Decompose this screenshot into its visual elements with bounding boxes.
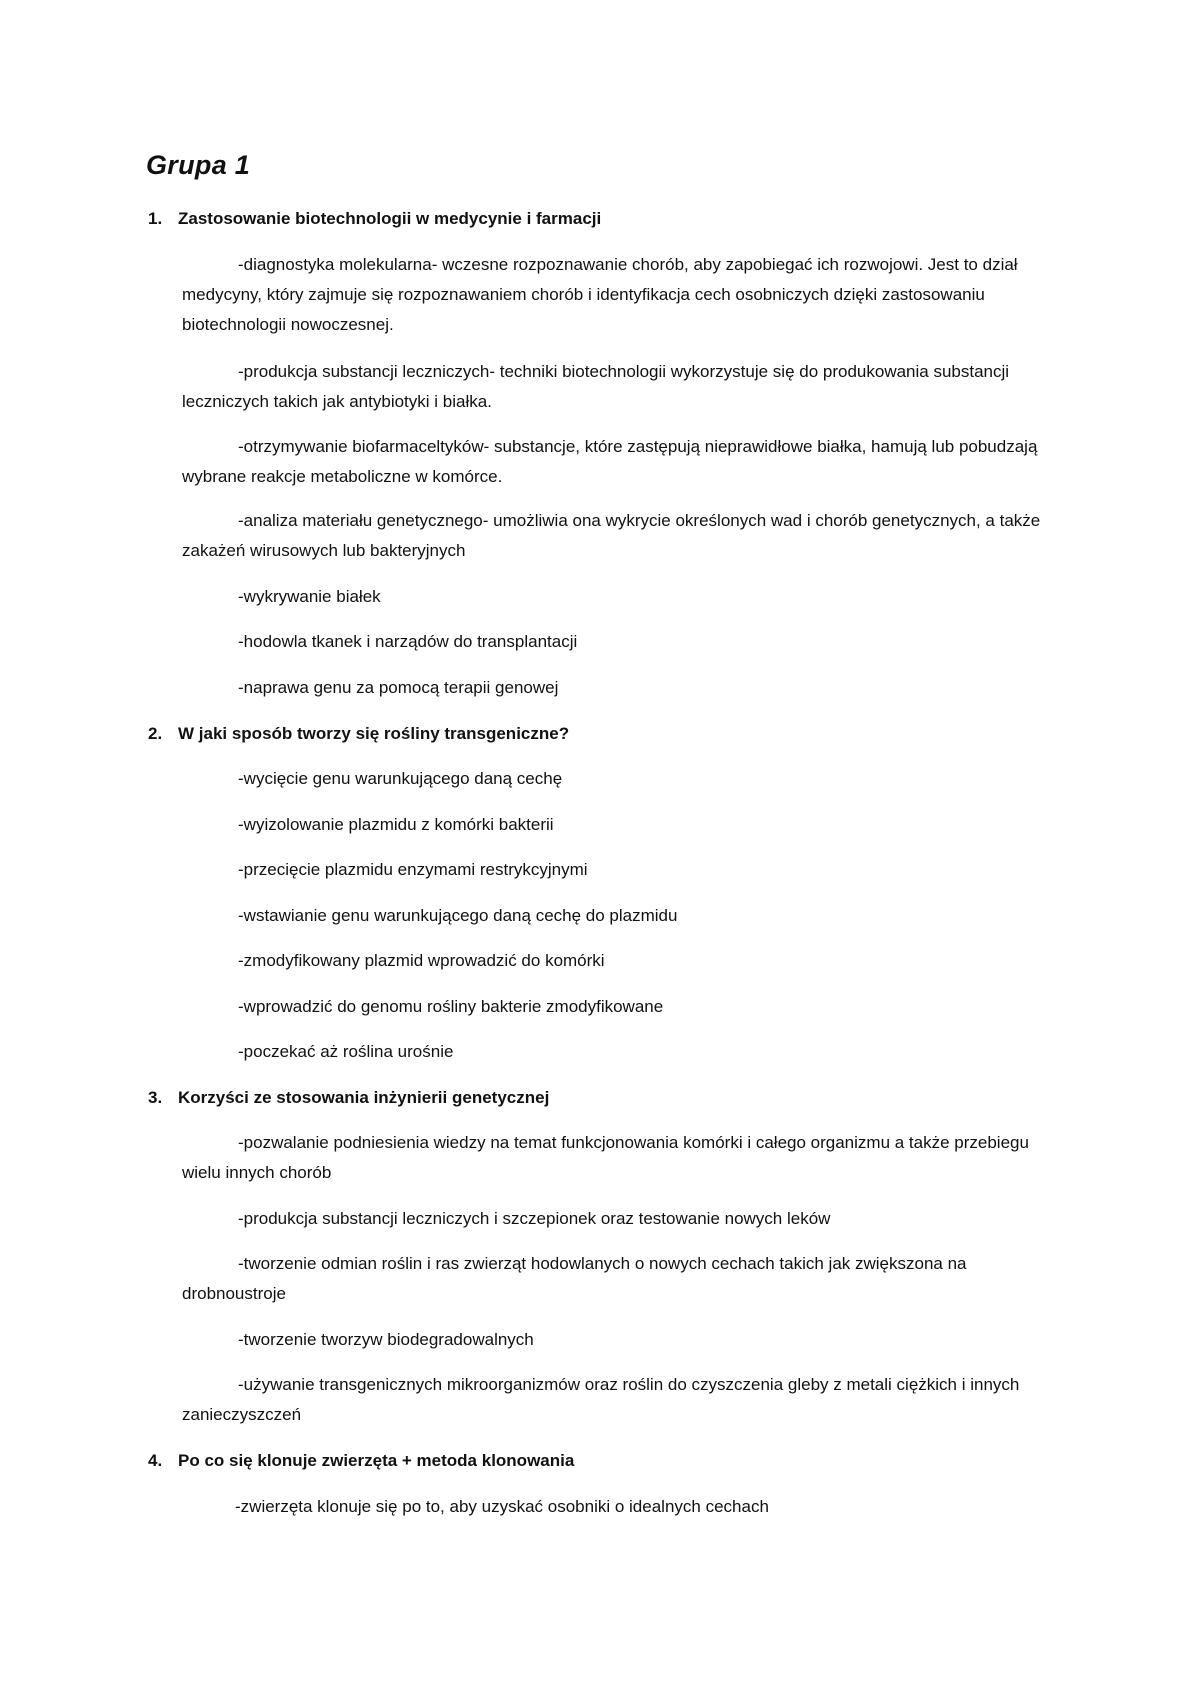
question-3-number: 3.: [148, 1088, 163, 1107]
question-3-title: Korzyści ze stosowania inżynierii genetycznej: [178, 1088, 550, 1107]
answer-3-entry-5: -używanie transgenicznych mikroorganizmów oraz roślin do czyszczenia gleby z metali ciężkich i innych zanieczyszczeń: [182, 1375, 1020, 1424]
answer-2-entry-5: -zmodyfikowany plazmid wprowadzić do komórki: [238, 951, 605, 970]
question-1-title: Zastosowanie biotechnologii w medycynie i farmacji: [178, 209, 602, 228]
answer-1-entry-1: -diagnostyka molekularna- wczesne rozpoznawanie chorób, aby zapobiegać ich rozwojowi. Jest to dział medycyny, który zajmuje się rozpoznawaniem chorób i identyfikacja cech osobniczych dzięki zastosowaniu biotechnologii nowoczesnej.: [182, 255, 1018, 334]
answer-1-entry-7: -naprawa genu za pomocą terapii genowej: [238, 678, 559, 697]
answer-3-entry-1: -pozwalanie podniesienia wiedzy na temat funkcjonowania komórki i całego organizmu a także przebiegu wielu innych chorób: [182, 1133, 1029, 1182]
question-3-heading: [148, 1086, 550, 1110]
answer-2-entry-3: -przecięcie plazmidu enzymami restrykcyjnymi: [238, 860, 588, 879]
question-1-number: 1.: [148, 209, 163, 228]
answer-3-entry-4: -tworzenie tworzyw biodegradowalnych: [238, 1330, 534, 1349]
answer-4-entry-1: -zwierzęta klonuje się po to, aby uzyskać osobniki o idealnych cechach: [235, 1497, 769, 1516]
answer-1-entry-3: -otrzymywanie biofarmaceltyków- substancje, które zastępują nieprawidłowe białka, hamują lub pobudzają wybrane reakcje metaboliczne w komórce.: [182, 437, 1038, 486]
answer-1-entry-6: -hodowla tkanek i narządów do transplantacji: [238, 632, 578, 651]
answer-1-entry-4: -analiza materiału genetycznego- umożliwia ona wykrycie określonych wad i chorób genetycznych, a także zakażeń wirusowych lub bakteryjnych: [182, 511, 1041, 560]
answer-3-entry-2: -produkcja substancji leczniczych i szczepionek oraz testowanie nowych leków: [238, 1209, 831, 1228]
answer-2-entry-6: -wprowadzić do genomu rośliny bakterie zmodyfikowane: [238, 997, 664, 1016]
question-2-heading: [148, 722, 570, 746]
question-4-title: Po co się klonuje zwierzęta + metoda klonowania: [178, 1451, 575, 1470]
question-2-number: 2.: [148, 724, 163, 743]
answer-2-entry-7: -poczekać aż roślina urośnie: [238, 1042, 454, 1061]
question-4-heading: [148, 1449, 575, 1473]
answer-3-entry-3: -tworzenie odmian roślin i ras zwierząt hodowlanych o nowych cechach takich jak zwiększona na drobnoustroje: [182, 1254, 967, 1303]
answer-2-entry-1: -wycięcie genu warunkującego daną cechę: [238, 769, 563, 788]
question-2-title: W jaki sposób tworzy się rośliny transgeniczne?: [178, 724, 570, 743]
answer-1-entry-2: -produkcja substancji leczniczych- techniki biotechnologii wykorzystuje się do produkowania substancji leczniczych takich jak antybiotyki i białka.: [182, 362, 1010, 411]
answer-2-entry-2: -wyizolowanie plazmidu z komórki bakterii: [238, 815, 554, 834]
question-1-heading: [148, 207, 602, 231]
document-title: Grupa 1: [146, 150, 251, 180]
answer-2-entry-4: -wstawianie genu warunkującego daną cechę do plazmidu: [238, 906, 678, 925]
question-4-number: 4.: [148, 1451, 163, 1470]
answer-1-entry-5: -wykrywanie białek: [238, 587, 381, 606]
